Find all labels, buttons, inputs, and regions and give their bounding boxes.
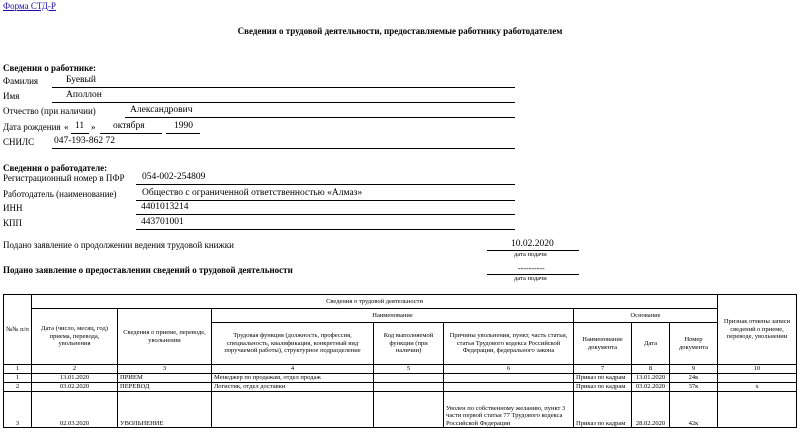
row-reason <box>444 374 574 383</box>
row-date: 13.01.2020 <box>32 374 118 383</box>
form-link[interactable]: Форма СТД-Р <box>3 1 56 11</box>
row-doc-num: 42к <box>670 392 718 428</box>
statement-info-date: ---------- <box>518 264 545 273</box>
patronymic-label: Отчество (при наличии) <box>3 106 96 116</box>
header-group: Сведения о трудовой деятельности <box>32 295 718 309</box>
patronymic-underline <box>125 117 515 118</box>
header-naming: Наименование <box>212 309 574 323</box>
row-event: ПЕРЕВОД <box>118 383 212 392</box>
header-basis: Основание <box>574 309 718 323</box>
statement-continue-date: 10.02.2020 <box>511 239 554 249</box>
inn-underline <box>136 214 515 215</box>
inn-label: ИНН <box>3 203 23 213</box>
dob-month-value: октября <box>113 121 145 131</box>
row-date: 02.03.2020 <box>32 392 118 428</box>
employer-heading: Сведения о работодателе: <box>3 163 108 173</box>
col-number: 1 <box>4 365 32 374</box>
kpp-value: 443701001 <box>141 217 184 227</box>
col-number: 8 <box>632 365 670 374</box>
statement-info-text: Подано заявление о предоставлении сведений о трудовой деятельности <box>3 265 293 275</box>
surname-underline <box>52 87 515 88</box>
row-cancel <box>718 374 797 383</box>
header-doc-date: Дата <box>632 323 670 365</box>
row-num: 1 <box>4 374 32 383</box>
employment-history-table <box>3 294 797 428</box>
header-date: Дата (число, месяц, год) приема, перевода, увольнения <box>32 309 118 365</box>
kpp-label: КПП <box>3 218 23 228</box>
row-num: 2 <box>4 383 32 392</box>
row-doc-num: 37к <box>670 383 718 392</box>
row-doc-name: Приказ по кадрам <box>574 374 632 383</box>
col-number: 2 <box>32 365 118 374</box>
table-row <box>4 374 797 383</box>
snils-label: СНИЛС <box>3 137 35 147</box>
name-value: Аполлон <box>66 90 102 100</box>
dob-month-underline <box>100 133 162 134</box>
dob-day-underline <box>71 133 89 134</box>
dob-open-quote: « <box>64 122 69 132</box>
row-doc-num: 24к <box>670 374 718 383</box>
column-numbers-row <box>4 365 797 374</box>
row-cancel <box>718 392 797 428</box>
row-doc-date: 13.01.2020 <box>632 374 670 383</box>
pfr-label: Регистрационный номер в ПФР <box>3 173 125 183</box>
employer-name-value: Общество с ограниченной ответственностью «Алмаз» <box>142 188 363 198</box>
col-number: 10 <box>718 365 797 374</box>
inn-value: 4401013214 <box>141 202 189 212</box>
col-number: 7 <box>574 365 632 374</box>
header-cancel: Признак отмены записи сведений о приеме, переводе, увольнении <box>718 295 797 365</box>
row-doc-name: Приказ по кадрам <box>574 392 632 428</box>
dob-close-quote: » <box>91 122 96 132</box>
statement-continue-text: Подано заявление о продолжении ведения трудовой книжки <box>3 240 234 250</box>
row-date: 03.02.2020 <box>32 383 118 392</box>
name-label: Имя <box>3 91 20 101</box>
snils-value: 047-193-862 72 <box>54 136 115 146</box>
pfr-underline <box>136 184 515 185</box>
header-doc-name: Наименование документа <box>574 323 632 365</box>
dob-label: Дата рождения <box>3 122 61 132</box>
statement-info-caption: дата подачи <box>514 275 547 282</box>
row-num: 3 <box>4 392 32 428</box>
col-number: 6 <box>444 365 574 374</box>
dob-year-value: 1990 <box>174 121 193 131</box>
row-function: Менеджер по продажам, отдел продаж <box>212 374 374 383</box>
kpp-underline <box>136 229 515 230</box>
dob-year-underline <box>166 133 200 134</box>
row-reason <box>444 383 574 392</box>
header-function: Трудовая функция (должность, профессия, специальность, квалификация, конкретный вид поручаемой работы), структурное подразделение <box>212 323 374 365</box>
row-function: Логистик, отдел доставки <box>212 383 374 392</box>
col-number: 9 <box>670 365 718 374</box>
name-underline <box>52 102 515 103</box>
row-code <box>374 374 444 383</box>
row-code <box>374 383 444 392</box>
row-doc-name: Приказ по кадрам <box>574 383 632 392</box>
row-reason: Уволен по собственному желанию, пункт 3 части первой статьи 77 Трудового кодекса Российской Федерации <box>444 392 574 428</box>
page-title: Сведения о трудовой деятельности, предоставляемые работнику работодателем <box>237 26 563 36</box>
dob-day-value: 11 <box>75 121 85 131</box>
header-code: Код выполняемой функции (при наличии) <box>374 323 444 365</box>
col-number: 5 <box>374 365 444 374</box>
row-doc-date: 28.02.2020 <box>632 392 670 428</box>
header-num: №№ п/п <box>4 295 32 365</box>
snils-underline <box>52 148 515 149</box>
employer-name-label: Работодатель (наименование) <box>3 189 117 199</box>
patronymic-value: Александрович <box>130 105 193 115</box>
statement-continue-caption: дата подачи <box>514 251 547 258</box>
row-event: УВОЛЬНЕНИЕ <box>118 392 212 428</box>
surname-value: Буевый <box>66 75 97 85</box>
col-number: 4 <box>212 365 374 374</box>
employee-heading: Сведения о работнике: <box>3 63 97 73</box>
row-event: ПРИЕМ <box>118 374 212 383</box>
header-reason: Причины увольнения, пункт, часть статьи, статья Трудового кодекса Российской Федерации, федерального закона <box>444 323 574 365</box>
row-code <box>374 392 444 428</box>
table-row <box>4 383 797 392</box>
col-number: 3 <box>118 365 212 374</box>
table-row <box>4 392 797 428</box>
header-doc-num: Номер документа <box>670 323 718 365</box>
pfr-value: 054-002-254809 <box>142 172 206 182</box>
surname-label: Фамилия <box>3 76 39 86</box>
header-event: Сведения о приеме, переводе, увольнении <box>118 309 212 365</box>
row-doc-date: 03.02.2020 <box>632 383 670 392</box>
row-cancel: х <box>718 383 797 392</box>
employer-name-underline <box>136 200 515 201</box>
row-function <box>212 392 374 428</box>
